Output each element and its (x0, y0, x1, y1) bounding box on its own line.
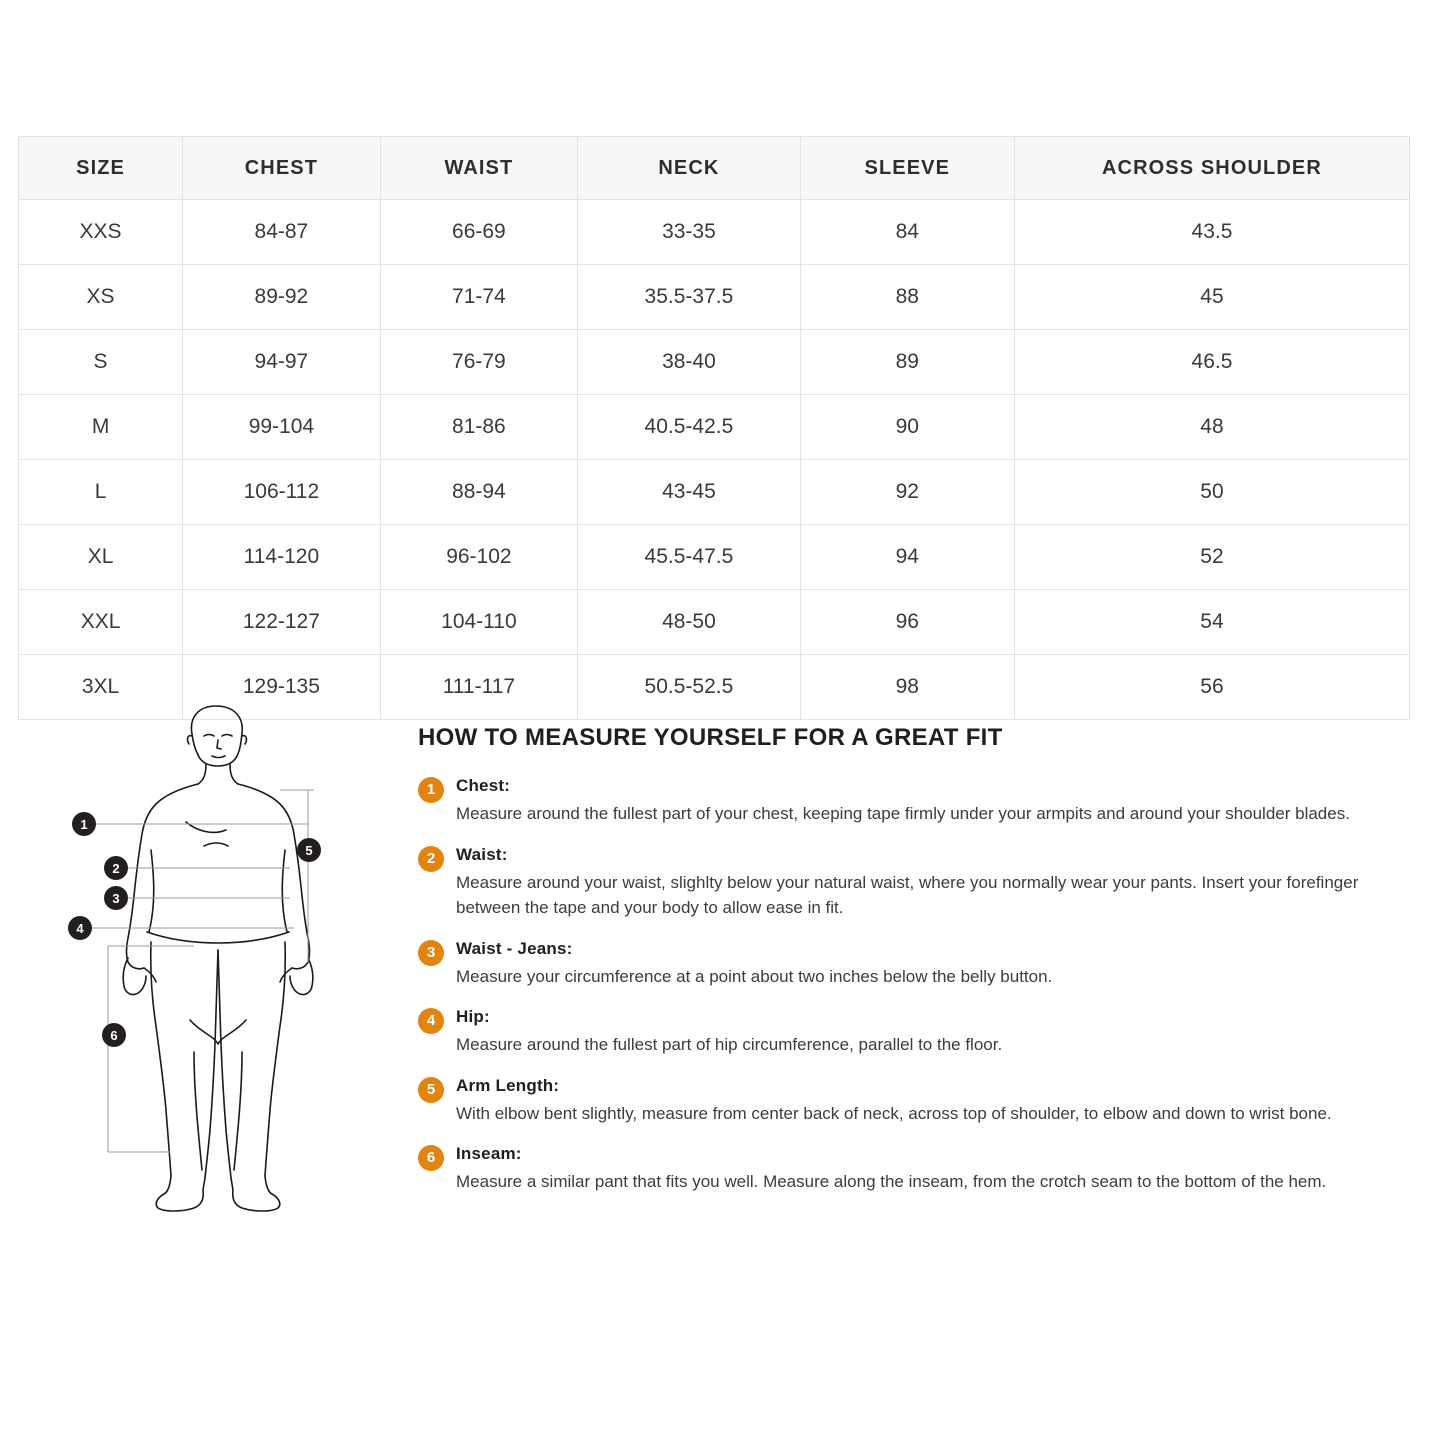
cell-waist: 104-110 (380, 590, 578, 655)
table-row (19, 590, 1410, 655)
measure-text (456, 1144, 1410, 1195)
cell-shoulder: 52 (1014, 525, 1409, 590)
cell-chest: 84-87 (183, 200, 381, 265)
measure-description: Measure a similar pant that fits you well. Measure along the inseam, from the crotch seam to the bottom of the hem. (456, 1172, 1327, 1191)
cell-shoulder: 45 (1014, 265, 1409, 330)
measure-number-badge: 5 (418, 1077, 444, 1103)
measure-description: Measure your circumference at a point about two inches below the belly button. (456, 966, 1053, 986)
table-row (19, 265, 1410, 330)
cell-waist: 88-94 (380, 460, 578, 525)
measure-item-arm-length (418, 1076, 1410, 1127)
measure-number-badge: 3 (418, 940, 444, 966)
cell-sleeve: 90 (800, 395, 1014, 460)
cell-sleeve: 98 (800, 655, 1014, 720)
cell-sleeve: 84 (800, 200, 1014, 265)
table-row (19, 525, 1410, 590)
cell-shoulder: 50 (1014, 460, 1409, 525)
svg-text:2: 2 (112, 861, 120, 876)
table-row (19, 330, 1410, 395)
cell-neck: 35.5-37.5 (578, 265, 801, 330)
table-row (19, 200, 1410, 265)
table-row (19, 395, 1410, 460)
measure-number-badge: 6 (418, 1145, 444, 1171)
cell-shoulder: 54 (1014, 590, 1409, 655)
measure-description: Measure around the fullest part of your chest, keeping tape firmly under your armpits and around your shoulder blades. (456, 804, 1350, 823)
how-to-measure-panel (418, 700, 1410, 1213)
svg-text:6: 6 (110, 1028, 118, 1043)
cell-chest: 122-127 (183, 590, 381, 655)
measure-text (456, 845, 1410, 921)
cell-waist: 96-102 (380, 525, 578, 590)
cell-chest: 129-135 (183, 655, 381, 720)
svg-text:5: 5 (305, 843, 313, 858)
body-figure-container (18, 700, 418, 1220)
how-to-measure-title: HOW TO MEASURE YOURSELF FOR A GREAT FIT (418, 724, 1003, 751)
measure-label: Waist - Jeans: (456, 938, 573, 958)
svg-text:1: 1 (80, 817, 88, 832)
male-body-figure-icon (18, 700, 418, 1220)
measure-label: Arm Length: (456, 1075, 560, 1095)
column-header-size: SIZE (19, 137, 183, 200)
measure-label: Inseam: (456, 1144, 522, 1163)
measure-item-waist-jeans (418, 939, 1410, 990)
cell-waist: 111-117 (380, 655, 578, 720)
cell-size: S (19, 330, 183, 395)
measure-number-badge: 2 (418, 846, 444, 872)
cell-sleeve: 96 (800, 590, 1014, 655)
measure-label: Hip: (456, 1007, 490, 1026)
cell-waist: 71-74 (380, 265, 578, 330)
cell-sleeve: 94 (800, 525, 1014, 590)
measure-text (456, 776, 1410, 827)
cell-chest: 99-104 (183, 395, 381, 460)
column-header-neck: NECK (578, 137, 801, 200)
measure-label: Waist: (456, 844, 508, 864)
cell-size: XXL (19, 590, 183, 655)
cell-waist: 66-69 (380, 200, 578, 265)
measure-description: With elbow bent slightly, measure from center back of neck, across top of shoulder, to elbow and down to wrist bone. (456, 1103, 1332, 1123)
cell-size: XS (19, 265, 183, 330)
measurement-guide-section (18, 700, 1410, 1220)
cell-shoulder: 48 (1014, 395, 1409, 460)
cell-size: M (19, 395, 183, 460)
measure-text (456, 1007, 1410, 1058)
measure-number-badge: 4 (418, 1008, 444, 1034)
svg-text:3: 3 (112, 891, 120, 906)
measure-text (456, 1076, 1410, 1127)
cell-waist: 76-79 (380, 330, 578, 395)
column-header-sleeve: SLEEVE (800, 137, 1014, 200)
svg-text:4: 4 (76, 921, 84, 936)
table-header-row (19, 137, 1410, 200)
cell-neck: 50.5-52.5 (578, 655, 801, 720)
cell-shoulder: 56 (1014, 655, 1409, 720)
cell-neck: 38-40 (578, 330, 801, 395)
cell-size: L (19, 460, 183, 525)
cell-size: XXS (19, 200, 183, 265)
column-header-shoulder: ACROSS SHOULDER (1014, 137, 1409, 200)
measure-description: Measure around your waist, slighlty below your natural waist, where you normally wear your pants. Insert your forefinger between the tape and your body to allow ease in fit. (456, 872, 1359, 917)
cell-chest: 89-92 (183, 265, 381, 330)
measure-label: Chest: (456, 776, 511, 795)
cell-neck: 45.5-47.5 (578, 525, 801, 590)
measure-description: Measure around the fullest part of hip circumference, parallel to the floor. (456, 1035, 1003, 1054)
table-row (19, 460, 1410, 525)
cell-shoulder: 46.5 (1014, 330, 1409, 395)
cell-sleeve: 92 (800, 460, 1014, 525)
cell-neck: 33-35 (578, 200, 801, 265)
cell-size: 3XL (19, 655, 183, 720)
cell-neck: 48-50 (578, 590, 801, 655)
column-header-chest: CHEST (183, 137, 381, 200)
measure-item-inseam (418, 1144, 1410, 1195)
measure-item-waist (418, 845, 1410, 921)
measure-text (456, 939, 1410, 990)
cell-sleeve: 88 (800, 265, 1014, 330)
measure-item-hip (418, 1007, 1410, 1058)
size-chart-table (18, 136, 1410, 720)
measure-number-badge: 1 (418, 777, 444, 803)
cell-waist: 81-86 (380, 395, 578, 460)
size-chart-container (18, 136, 1410, 720)
cell-chest: 94-97 (183, 330, 381, 395)
cell-neck: 43-45 (578, 460, 801, 525)
cell-size: XL (19, 525, 183, 590)
cell-chest: 106-112 (183, 460, 381, 525)
cell-sleeve: 89 (800, 330, 1014, 395)
cell-shoulder: 43.5 (1014, 200, 1409, 265)
column-header-waist: WAIST (380, 137, 578, 200)
measure-item-chest (418, 776, 1410, 827)
cell-chest: 114-120 (183, 525, 381, 590)
cell-neck: 40.5-42.5 (578, 395, 801, 460)
